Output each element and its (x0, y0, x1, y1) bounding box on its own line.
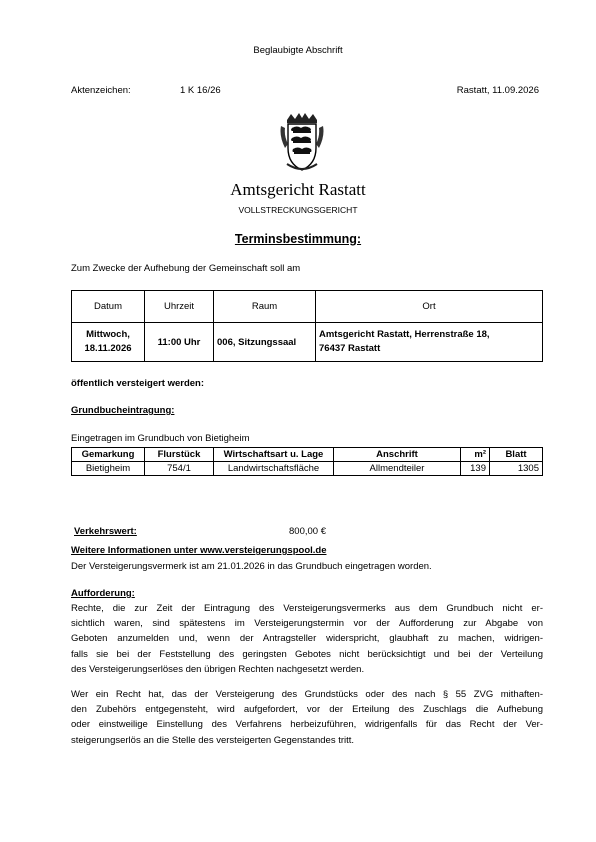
table-cell: 139 (461, 462, 490, 476)
ort-line-1: Amtsgericht Rastatt, Herrenstraße 18, (319, 329, 490, 340)
paragraph-line: des Versteigerungserlöses den übrigen Rechten nachgesetzt werden. (71, 663, 365, 675)
table-cell: Bietigheim (72, 462, 145, 476)
table-row (72, 462, 543, 476)
table-header-row (72, 448, 543, 462)
table-cell: 1305 (490, 462, 543, 476)
court-name: Amtsgericht Rastatt (230, 180, 366, 199)
paragraph-line: Wer ein Recht hat, das der Versteigerung des Grundstücks oder des nach § 55 ZVG mithaften- (71, 689, 543, 700)
aktenzeichen-value: 1 K 16/26 (180, 85, 221, 96)
paragraph-line: den Zubehörs entgegensteht, wird aufgefordert, vor der Erteilung des Zuschlags die Aufhebung (71, 704, 543, 716)
verkehrswert-label: Verkehrswert: (74, 526, 137, 537)
paragraph-line: falls sie bei der Feststellung des geringsten Gebotes nicht berücksichtigt und bei der Verteilung (71, 648, 543, 660)
paragraph-line: Rechte, die zur Zeit der Eintragung des Versteigerungsvermerks aus dem Grundbuch nicht er- (71, 603, 543, 614)
table-header-cell: Ort (316, 291, 543, 323)
paragraph-line: Geboten anzumelden und, wenn der Antragsteller widerspricht, glaubhaft zu machen, widrigen- (71, 633, 543, 645)
appointment-table (71, 290, 543, 362)
table-cell: Landwirtschaftsfläche (214, 462, 334, 476)
paragraph-line: oder einstweilige Einstellung des Verfahrens herbeizuführen, widrigenfalls für das Recht der Ver- (71, 719, 543, 731)
grundbuch-intro: Eingetragen im Grundbuch von Bietigheim (71, 433, 250, 444)
page-title: Terminsbestimmung: (234, 232, 362, 246)
table-header-cell: Wirtschaftsart u. Lage (214, 448, 334, 462)
datum-cell (72, 323, 145, 362)
court-department: VOLLSTRECKUNGSGERICHT (238, 205, 358, 215)
more-info-link[interactable]: Weitere Informationen unter www.versteigerungspool.de (71, 545, 327, 556)
grundbuch-heading: Grundbucheintragung: (71, 405, 175, 416)
ort-line-2: 76437 Rastatt (319, 343, 381, 354)
vermerk-text: Der Versteigerungsvermerk ist am 21.01.2026 in das Grundbuch eingetragen worden. (71, 561, 432, 572)
table-cell: 754/1 (145, 462, 214, 476)
table-header-cell: Flurstück (145, 448, 214, 462)
paragraph-line: steigerungserlös an die Stelle des versteigerten Gegenstandes tritt. (71, 734, 355, 746)
aufforderung-heading: Aufforderung: (71, 588, 135, 599)
aufforderung-paragraph-1 (71, 601, 543, 677)
table-header-cell: Anschrift (334, 448, 461, 462)
document-header-label: Beglaubigte Abschrift (253, 45, 343, 56)
table-header-cell: Blatt (490, 448, 543, 462)
aktenzeichen-label: Aktenzeichen: (71, 85, 131, 96)
raum-cell: 006, Sitzungssaal (214, 323, 316, 362)
uhrzeit-cell: 11:00 Uhr (145, 323, 214, 362)
ort-cell (316, 323, 543, 362)
table-header-cell: m² (461, 448, 490, 462)
table-header-cell: Datum (72, 291, 145, 323)
aufforderung-paragraph-2 (71, 687, 543, 748)
auction-phrase: öffentlich versteigert werden: (71, 378, 205, 389)
table-header-cell: Raum (214, 291, 316, 323)
intro-text: Zum Zwecke der Aufhebung der Gemeinschaft soll am (71, 263, 301, 274)
place-date: Rastatt, 11.09.2026 (456, 85, 539, 96)
table-row (72, 323, 543, 362)
table-cell: Allmendteiler (334, 462, 461, 476)
grundbuch-table (71, 447, 543, 476)
paragraph-line: sichtlich waren, sind spätestens im Versteigerungstermin vor der Aufforderung zur Abgabe von (71, 618, 543, 630)
datum-weekday: Mittwoch, (86, 329, 130, 340)
coat-of-arms-icon (277, 112, 327, 174)
verkehrswert-value: 800,00 € (289, 526, 326, 537)
table-header-cell: Uhrzeit (145, 291, 214, 323)
table-header-row (72, 291, 543, 323)
datum-date: 18.11.2026 (84, 343, 132, 354)
table-header-cell: Gemarkung (72, 448, 145, 462)
